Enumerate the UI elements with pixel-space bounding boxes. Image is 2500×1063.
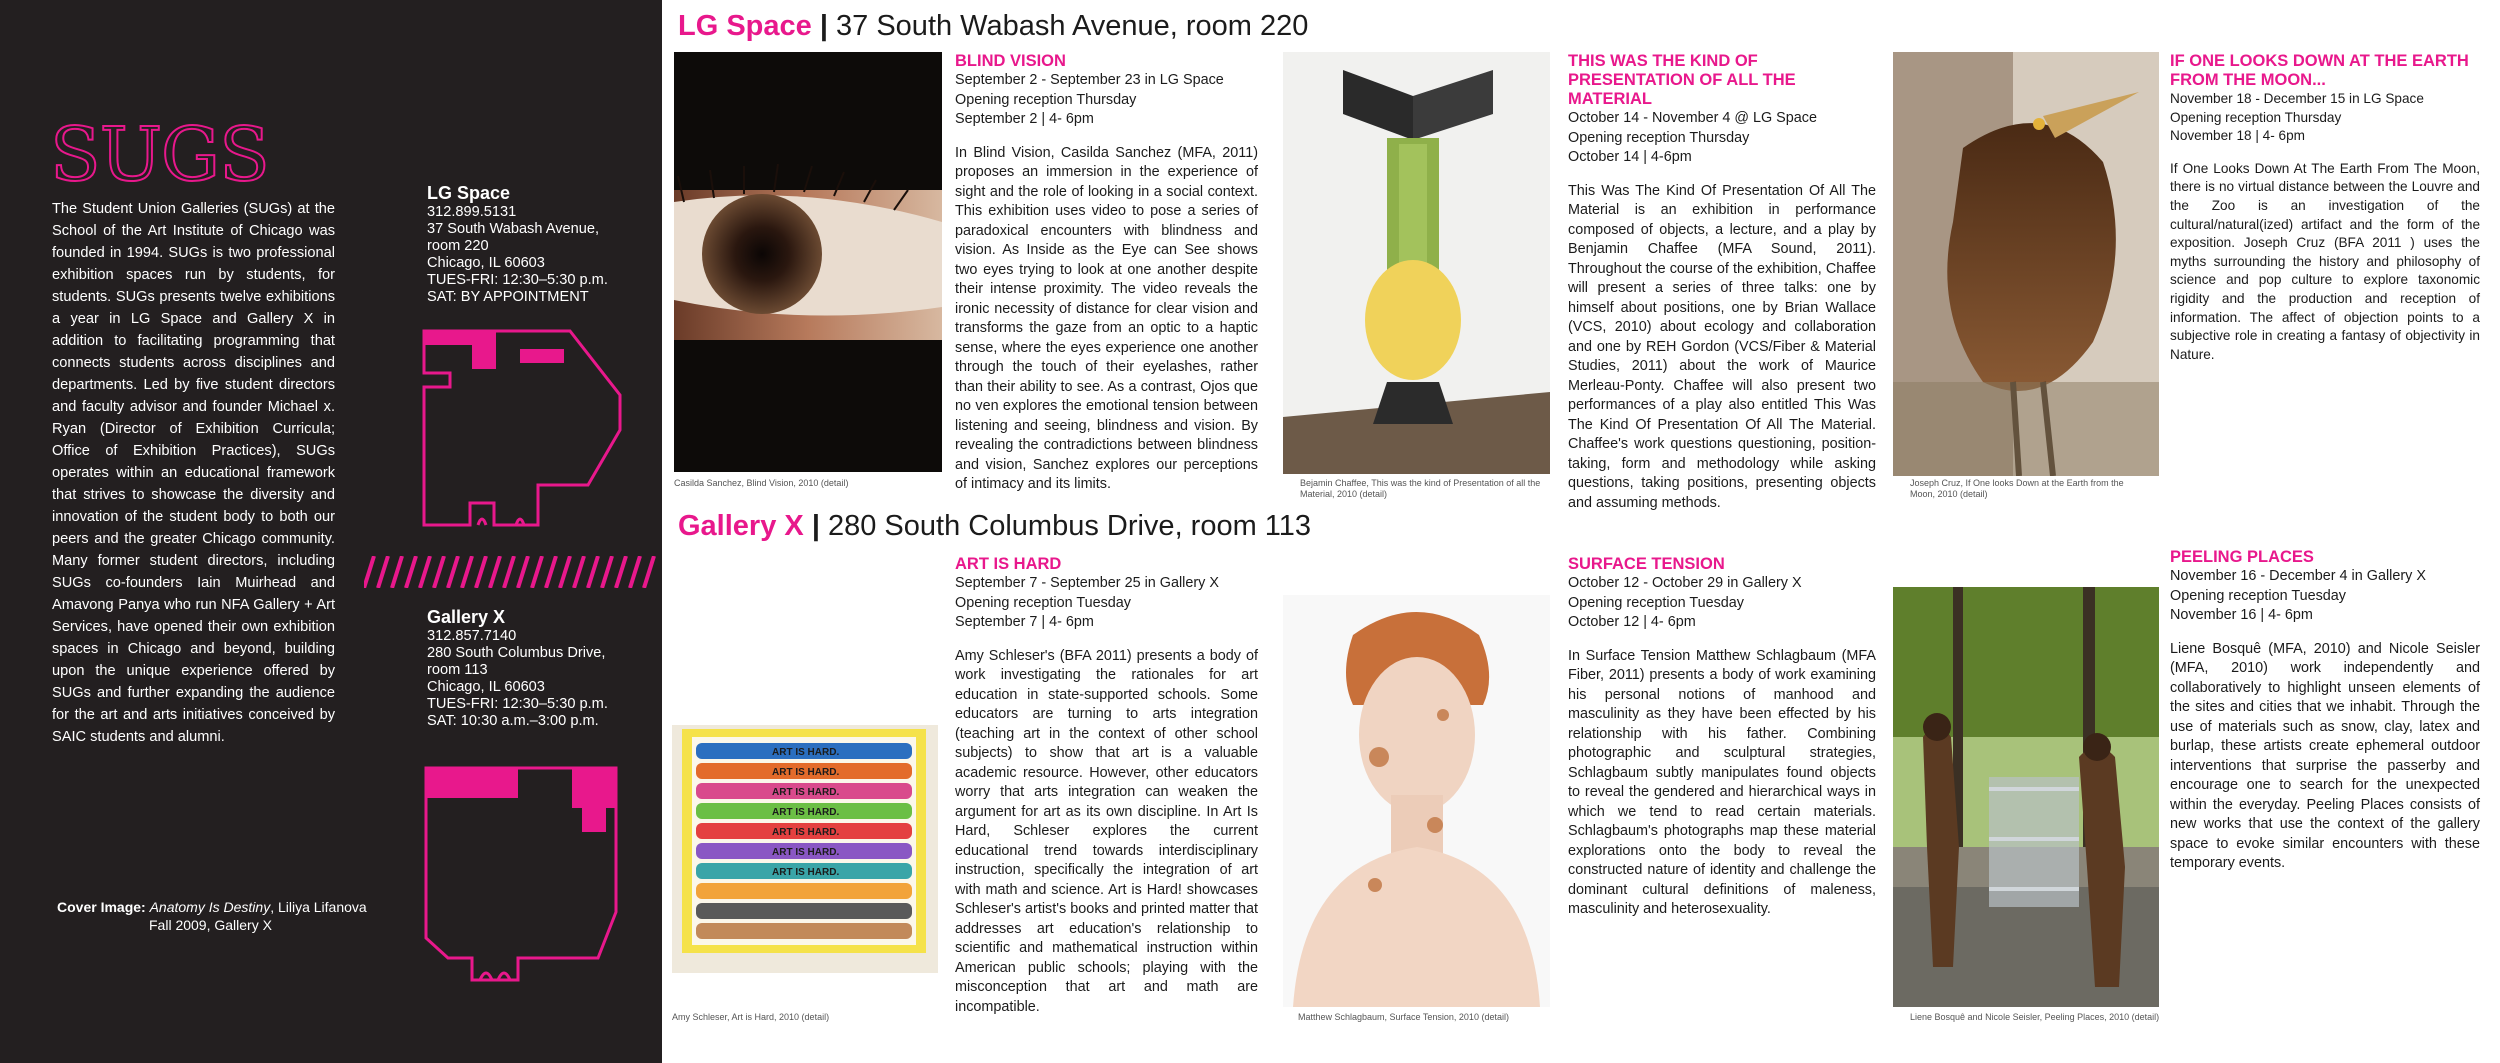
- exhibition-reception: Opening reception Thursday: [1568, 129, 1750, 146]
- venue-hours: TUES-FRI: 12:30–5:30 p.m.: [427, 272, 608, 288]
- exhibition-reception: Opening reception Tuesday: [955, 594, 1132, 611]
- presentation-entry: [1568, 52, 1876, 513]
- peeling-places-caption: Liene Bosquê and Nicole Seisler, Peeling Places, 2010 (detail): [1910, 1012, 2160, 1022]
- venue-name: Gallery X: [427, 607, 506, 627]
- surface-tension-caption: Matthew Schlagbaum, Surface Tension, 2010 (detail): [1298, 1012, 1509, 1022]
- exhibition-reception: Opening reception Thursday: [955, 91, 1137, 108]
- art-is-hard-photo: [672, 725, 938, 973]
- exhibition-description: Amy Schleser's (BFA 2011) presents a body of work investigating the rationales for art education in state-supported schools. Some educators are turning to arts integration (teaching art in the context of other school subjects) to show that art is a valuable academic resource. However, other educators worry that arts integration can weaken the argument for art as its own discipline. In Art Is Hard, Schleser explores the current educational trend towards interdisciplinary instruction, specifically the integration of art with math and science. Art is Hard! showcases Schleser's artist's books and printed matter that addresses art education's relationship to scientific and mathematical instruction within American public schools; playing with the misconception that art and math are incompatible.: [955, 647, 1258, 1015]
- exhibition-date-range: September 2 - September 23 in LG Space: [955, 72, 1224, 88]
- exhibition-date-range: September 7 - September 25 in Gallery X: [955, 575, 1219, 591]
- lg-space-floorplan-icon: [420, 325, 630, 530]
- exhibition-title: SURFACE TENSION: [1568, 555, 1725, 573]
- exhibition-dates: [2170, 90, 2480, 146]
- crayon-label: ART IS HARD.: [772, 747, 840, 758]
- surface-tension-photo: [1283, 595, 1550, 1007]
- crayon-label: ART IS HARD.: [772, 847, 840, 858]
- venue-address: 37 South Wabash Avenue,: [427, 221, 600, 237]
- venue-city: Chicago, IL 60603: [427, 255, 545, 271]
- exhibition-reception-time: November 16 | 4- 6pm: [2170, 607, 2313, 623]
- venue-phone: 312.857.7140: [427, 628, 517, 644]
- exhibition-dates: [1568, 109, 1876, 168]
- exhibition-title: THIS WAS THE KIND OF PRESENTATION OF ALL THE MATERIAL: [1568, 52, 1796, 108]
- exhibition-reception: Opening reception Tuesday: [2170, 587, 2347, 604]
- venue-header-address: 280 South Columbus Drive, room 113: [819, 510, 1312, 542]
- exhibition-dates: [2170, 567, 2480, 626]
- peeling-places-photo: [1893, 587, 2159, 1007]
- venue-name: LG Space: [427, 183, 511, 203]
- cover-artist: , Liliya Lifanova: [270, 899, 367, 915]
- exhibition-dates: [955, 574, 1258, 633]
- blind-vision-caption: Casilda Sanchez, Blind Vision, 2010 (detail): [674, 478, 849, 488]
- exhibition-title: ART IS HARD: [955, 555, 1062, 573]
- exhibition-date-range: October 12 - October 29 in Gallery X: [1568, 575, 1802, 591]
- exhibition-reception: Opening reception Tuesday: [1568, 594, 1745, 611]
- exhibition-description: Liene Bosquê (MFA, 2010) and Nicole Seisler (MFA, 2010) work independently and collaboratively to highlight unseen elements of the sites and cities that we inhabit. Through the use of materials such as snow, clay, latex and burlap, these artists create ephemeral outdoor interventions that surprise the passerby and encourage one to search for the unexpected within the everyday. Peeling Places consists of new works that use the context of the gallery space to evoke similar encounters with these temporary events.: [2170, 640, 2480, 871]
- exhibition-reception-time: September 7 | 4- 6pm: [955, 614, 1094, 630]
- cover-label: Cover Image:: [57, 899, 146, 915]
- art-is-hard-caption: Amy Schleser, Art is Hard, 2010 (detail): [672, 1012, 830, 1022]
- exhibition-reception-time: September 2 | 4- 6pm: [955, 111, 1094, 127]
- exhibition-description: In Surface Tension Matthew Schlagbaum (MFA Fiber, 2011) presents a body of work examining his personal notions of manhood and masculinity as they have been effected by his relationship with his father. Combining photographic and sculptural strategies, Schlagbaum subtly manipulates found objects to reveal the gendered and hierarchical ways in which we tend to read certain materials. Schlagbaum's photographs map these material explorations onto the body to reveal the constructed nature of identity and challenge the dominant cultural definitions of maleness, masculinity and heterosexuality.: [1568, 647, 1876, 917]
- exhibition-dates: [1568, 574, 1876, 633]
- blind-vision-entry: [955, 52, 1258, 495]
- earth-from-moon-photo: [1893, 52, 2159, 476]
- exhibition-dates: [955, 71, 1258, 130]
- exhibition-date-range: November 16 - December 4 in Gallery X: [2170, 568, 2426, 584]
- venue-phone: 312.899.5131: [427, 204, 517, 220]
- earth-from-moon-entry: [2170, 52, 2480, 364]
- exhibition-reception-time: October 12 | 4- 6pm: [1568, 614, 1696, 630]
- cover-title: Anatomy Is Destiny: [149, 899, 271, 915]
- intro-text: The Student Union Galleries (SUGs) at the School of the Art Institute of Chicago was founded in 1994. SUGs is two professional exhibition spaces run by students, for students. SUGs presents twelve exhibitions a year in LG Space and Gallery X in addition to facilitating programming that connects students across disciplines and departments. Led by five student directors and faculty advisor and founder Michael x. Ryan (Director of Exhibition Curricula; Office of Exhibition Practices), SUGs operates within an educational framework that strives to showcase the diversity and innovation of the student body to both our peers and the greater Chicago community. Many former student directors, including SUGs co-founders Iain Muirhead and Amavong Panya who run NFA Gallery + Art Services, have opened their own exhibition spaces in Chicago and beyond, building upon the unique experience offered by SUGs and further expanding the audience for the art and arts initiatives conceived by SAIC students and alumni.: [52, 201, 335, 745]
- lg-space-header: [678, 10, 1308, 43]
- exhibition-description: In Blind Vision, Casilda Sanchez (MFA, 2011) proposes an immersion in the experience of sight and the role of looking in a social context. This exhibition uses video to pose a series of paradoxical encounters with blindness and vision. As Inside as the Eye can See shows two eyes trying to look at one another despite their intense proximity. The video reveals the ironic necessity of distance for clear vision and transforms the gaze from an optic to a haptic sense, where the eyes experience one another through the touch of their eyelashes, rather than their ability to see. As a contrast, Ojos que no ven explores the emotional tension between listening and seeing, blindness and vision. By revealing the contradictions between blindness and vision, Sanchez explores our perceptions of intimacy and its limits.: [955, 144, 1258, 492]
- exhibition-title: BLIND VISION: [955, 52, 1066, 70]
- venue-header-separator: |: [811, 510, 820, 542]
- blind-vision-photo: [674, 52, 942, 472]
- art-is-hard-entry: [955, 555, 1258, 1017]
- crayon-label: ART IS HARD.: [772, 807, 840, 818]
- venue-hours-sat: SAT: 10:30 a.m.–3:00 p.m.: [427, 713, 599, 729]
- gallery-x-floorplan-icon: [422, 762, 622, 984]
- venue-address: 280 South Columbus Drive,: [427, 645, 606, 661]
- exhibition-description: This Was The Kind Of Presentation Of All The Material is an exhibition in performance composed of objects, a lecture, and a play by Benjamin Chaffee (MFA Sound, 2011). Throughout the course of the exhibition, Chaffee will present a series of three talks: one by himself about positions, one by Brian Wallace (VCS, 2010) about ecology and collaboration and one by REH Gordon (VCS/Fiber & Material Studies, 2011) about the work of Maurice Merleau-Ponty. Chaffee will also present two performances of a play also entitled This Was The Kind Of Presentation Of All The Material. Chaffee's work questions questioning, position-taking, form and methodology while asking questions, taking positions, presenting objects and assuming methods.: [1568, 182, 1876, 511]
- presentation-photo: [1283, 52, 1550, 474]
- gallery-x-header: [678, 510, 1311, 543]
- exhibition-description: If One Looks Down At The Earth From The Moon, there is no virtual distance between the Louvre and the Zoo is an investigation of the cultural/natural(ized) artifact and the form of the exposition. Joseph Cruz (BFA 2011 ) uses the myths surrounding the history and philosophy of science and pop culture to explore taxonomic rigidity and the production and reception of information. The affect of objection points to a subjective role in creating a fantasy of objectivity in Nature.: [2170, 160, 2480, 362]
- venue-header-separator: |: [819, 10, 828, 42]
- info-panel: [0, 0, 662, 1063]
- venue-hours-sat: SAT: BY APPOINTMENT: [427, 289, 589, 305]
- gallery-x-info: [427, 609, 642, 730]
- cover-credit: [57, 898, 367, 934]
- sugs-logo: SUGS: [50, 112, 269, 198]
- crayon-label: ART IS HARD.: [772, 787, 840, 798]
- crayon-label: ART IS HARD.: [772, 827, 840, 838]
- exhibition-date-range: November 18 - December 15 in LG Space: [2170, 91, 2424, 106]
- presentation-caption: Bejamin Chaffee, This was the kind of Presentation of all the Material, 2010 (detail): [1300, 478, 1541, 499]
- venue-hours: TUES-FRI: 12:30–5:30 p.m.: [427, 696, 608, 712]
- venue-room: room 220: [427, 238, 489, 254]
- lg-space-info: [427, 185, 642, 306]
- exhibition-reception-time: November 18 | 4- 6pm: [2170, 128, 2305, 144]
- venue-city: Chicago, IL 60603: [427, 679, 545, 695]
- exhibition-reception: Opening reception Thursday: [2170, 109, 2342, 125]
- crayon-label: ART IS HARD.: [772, 867, 840, 878]
- exhibition-reception-time: October 14 | 4-6pm: [1568, 149, 1692, 165]
- exhibition-date-range: October 14 - November 4 @ LG Space: [1568, 110, 1817, 126]
- exhibition-title: IF ONE LOOKS DOWN AT THE EARTH FROM THE MOON...: [2170, 52, 2469, 89]
- cover-date: Fall 2009, Gallery X: [149, 917, 272, 933]
- peeling-places-entry: [2170, 548, 2480, 874]
- surface-tension-entry: [1568, 555, 1876, 920]
- earth-from-moon-caption: Joseph Cruz, If One looks Down at the Earth from the Moon, 2010 (detail): [1910, 478, 2124, 499]
- venue-header-name: LG Space: [678, 10, 812, 42]
- venue-header-name: Gallery X: [678, 510, 804, 542]
- crayon-label: ART IS HARD.: [772, 767, 840, 778]
- venue-room: room 113: [427, 662, 488, 678]
- divider-stripes: [364, 556, 662, 588]
- exhibition-title: PEELING PLACES: [2170, 548, 2314, 566]
- venue-header-address: 37 South Wabash Avenue, room 220: [827, 10, 1309, 42]
